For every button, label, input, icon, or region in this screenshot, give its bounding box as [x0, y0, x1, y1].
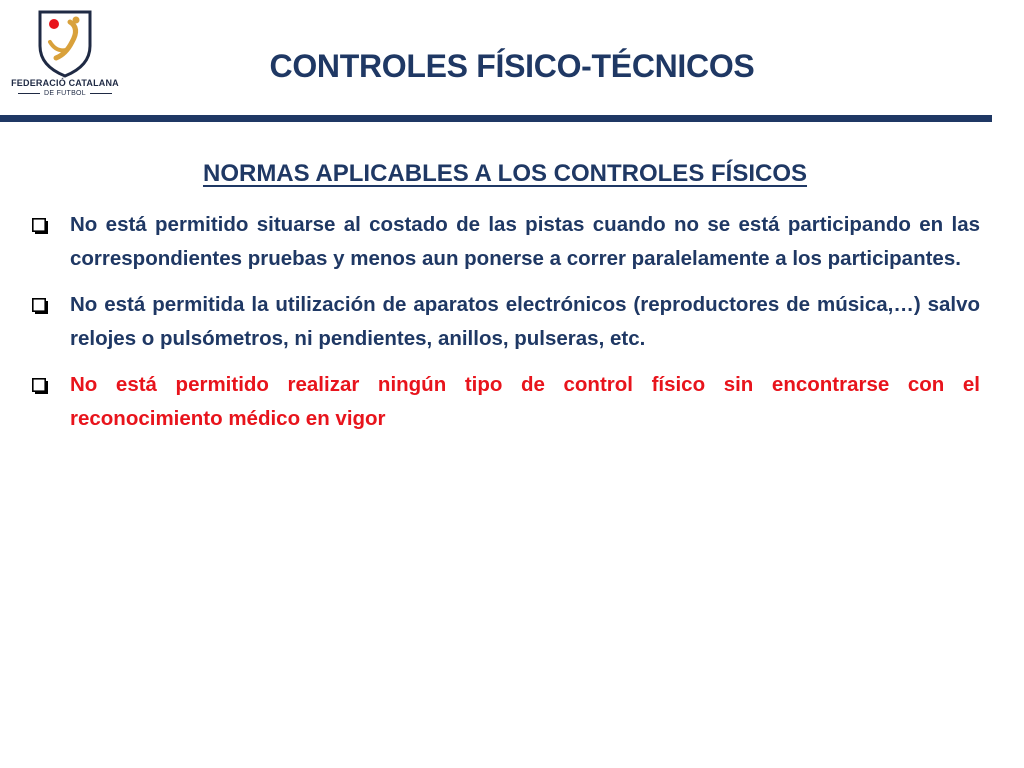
logo-name-line1: FEDERACIÓ CATALANA	[11, 78, 119, 88]
list-item	[30, 288, 980, 356]
checkbox-square-icon	[32, 378, 49, 395]
list-item-text: No está permitida la utilización de aparatos electrónicos (reproductores de música,…) salvo relojes o pulsómetros, ni pendientes, anillos, pulseras, etc.	[70, 293, 980, 350]
section-subtitle: NORMAS APLICABLES A LOS CONTROLES FÍSICOS	[202, 160, 808, 187]
list-item-text: No está permitido situarse al costado de las pistas cuando no se está participando en las correspondientes pruebas y menos aun ponerse a correr paralelamente a los participantes.	[70, 213, 980, 270]
list-item	[30, 208, 980, 276]
checkbox-square-icon	[32, 298, 49, 315]
rules-list	[30, 208, 980, 448]
page-title: CONTROLES FÍSICO-TÉCNICOS	[269, 48, 755, 84]
checkbox-square-icon	[32, 218, 49, 235]
title-divider	[0, 115, 992, 122]
list-item-text: No está permitido realizar ningún tipo de control físico sin encontrarse con el reconocimiento médico en vigor	[70, 373, 980, 430]
logo-name-line2	[10, 89, 120, 98]
logo-name-line2-text: DE FUTBOL	[44, 90, 86, 97]
list-item	[30, 368, 980, 436]
